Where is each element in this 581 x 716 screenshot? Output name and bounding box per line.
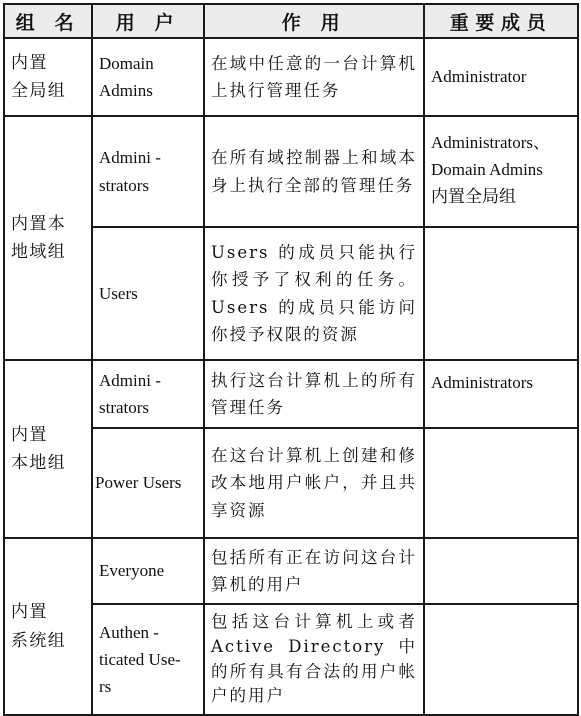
- purpose-cell: Users 的成员只能执行你授予了权利的任务。Users 的成员只能访问你授予权限的资源: [204, 227, 424, 360]
- header-members: 重要成员: [424, 4, 578, 38]
- header-user: 用 户: [92, 4, 204, 38]
- group-name-cell: 内置 全局组: [4, 38, 92, 116]
- members-cell: [424, 428, 578, 538]
- user-cell: Power Users: [92, 428, 204, 538]
- purpose-cell: 在这台计算机上创建和修改本地用户帐户，并且共享资源: [204, 428, 424, 538]
- group-name-cell: 内置 系统组: [4, 538, 92, 715]
- purpose-cell: 包括所有正在访问这台计算机的用户: [204, 538, 424, 604]
- members-cell: Administrator: [424, 38, 578, 116]
- user-cell: Everyone: [92, 538, 204, 604]
- members-cell: Administrators: [424, 360, 578, 428]
- purpose-cell: 包括这台计算机上或者 Active Directory 中的所有具有合法的用户帐户的用户: [204, 604, 424, 715]
- table-row: [4, 38, 578, 116]
- members-cell: [424, 538, 578, 604]
- members-cell: Administrators、Domain Admins 内置全局组: [424, 116, 578, 227]
- purpose-cell: 在所有域控制器上和域本身上执行全部的管理任务: [204, 116, 424, 227]
- group-name-cell: 内置本 地域组: [4, 116, 92, 360]
- user-cell: Admini - strators: [92, 116, 204, 227]
- user-cell: Admini - strators: [92, 360, 204, 428]
- user-cell: Authen - ticated Use- rs: [92, 604, 204, 715]
- table-row: [4, 360, 578, 428]
- table-row: [4, 116, 578, 227]
- members-cell: [424, 604, 578, 715]
- user-cell: Domain Admins: [92, 38, 204, 116]
- groups-table: [3, 3, 579, 716]
- header-row: [4, 4, 578, 38]
- header-purpose: 作 用: [204, 4, 424, 38]
- header-group: 组 名: [4, 4, 92, 38]
- members-cell: [424, 227, 578, 360]
- table-row: [4, 538, 578, 604]
- user-cell: Users: [92, 227, 204, 360]
- group-name-cell: 内置 本地组: [4, 360, 92, 538]
- purpose-cell: 在域中任意的一台计算机上执行管理任务: [204, 38, 424, 116]
- purpose-cell: 执行这台计算机上的所有管理任务: [204, 360, 424, 428]
